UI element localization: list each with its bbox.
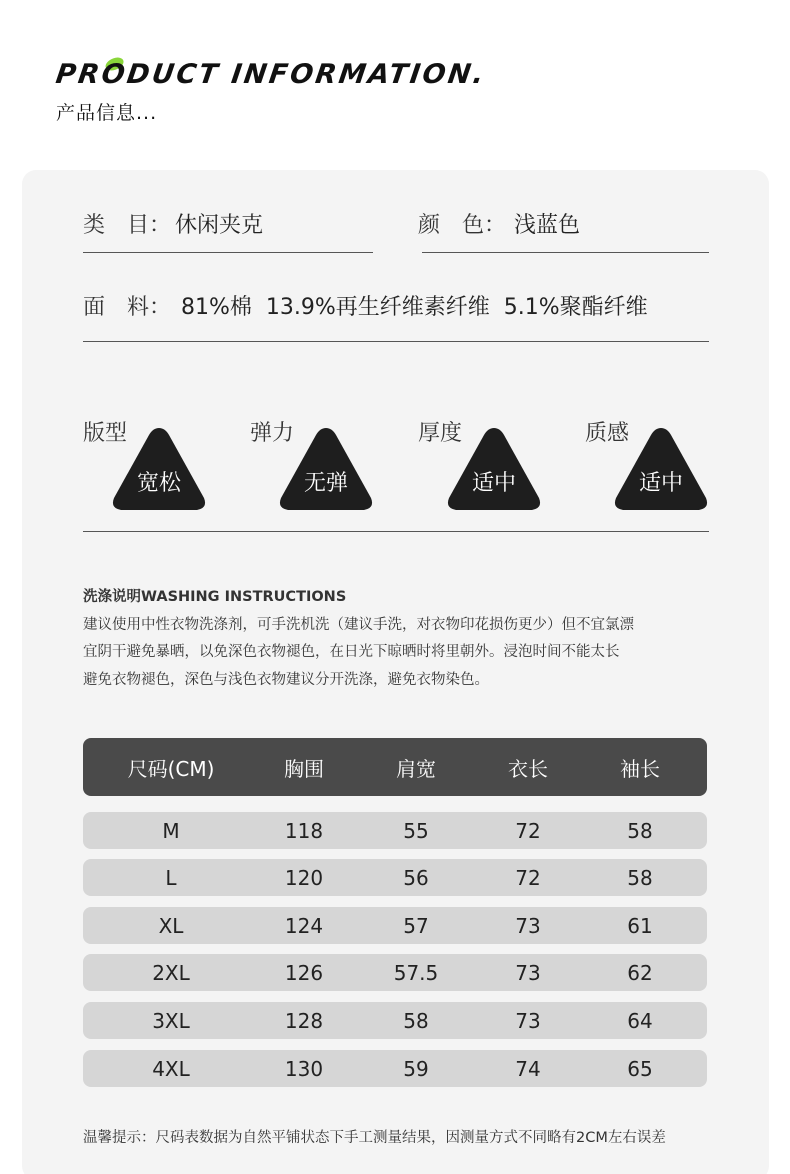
table-cell: 73	[515, 960, 541, 985]
table-row	[83, 859, 707, 896]
table-cell: 56	[403, 865, 429, 890]
header-cell: 尺码(CM)	[127, 756, 215, 781]
fit-item-type	[83, 416, 223, 516]
page-header	[53, 58, 489, 125]
table-cell: 72	[515, 865, 541, 890]
washing-title: 洗涤说明WASHING INSTRUCTIONS	[83, 589, 347, 605]
header-cell: 肩宽	[396, 756, 436, 781]
table-cell: 65	[627, 1056, 653, 1081]
table-row	[83, 1002, 707, 1039]
fabric-field	[83, 290, 648, 321]
table-cell: 73	[515, 1008, 541, 1033]
fit-item-elasticity	[250, 416, 390, 516]
table-cell: 73	[515, 913, 541, 938]
table-row	[83, 907, 707, 944]
color-label: 颜 色：	[418, 213, 507, 238]
table-cell: 72	[515, 818, 541, 843]
table-cell: 3XL	[152, 1008, 190, 1033]
washing-line: 宜阴干避免暴晒，以免深色衣物褪色，在日光下晾晒时将里朝外。浸泡时间不能太长	[83, 644, 620, 660]
fit-value: 适中	[471, 471, 516, 496]
table-cell: 58	[627, 818, 653, 843]
color-field	[418, 208, 580, 239]
table-cell: 58	[627, 865, 653, 890]
table-cell: 59	[403, 1056, 429, 1081]
fit-item-thickness	[418, 416, 558, 516]
table-cell: 57.5	[393, 960, 439, 985]
washing-instructions	[83, 584, 634, 694]
divider	[422, 252, 709, 253]
fabric-label: 面 料：	[83, 295, 172, 320]
fit-label: 弹力	[250, 421, 295, 446]
table-cell: 120	[284, 865, 324, 890]
table-cell: 74	[515, 1056, 541, 1081]
table-cell: 62	[627, 960, 653, 985]
table-row	[83, 812, 707, 849]
table-cell: 58	[403, 1008, 429, 1033]
fit-value: 适中	[638, 471, 683, 496]
divider	[83, 531, 709, 532]
header-cell: 衣长	[508, 756, 548, 781]
table-cell: 118	[284, 818, 324, 843]
table-cell: 128	[284, 1008, 324, 1033]
color-value: 浅蓝色	[514, 213, 581, 238]
fit-label: 版型	[83, 421, 128, 446]
size-table-header	[83, 738, 707, 796]
washing-line: 建议使用中性衣物洗涤剂，可手洗机洗（建议手洗，对衣物印花损伤更少）但不宜氯漂	[83, 616, 634, 633]
table-cell: 126	[284, 960, 324, 985]
table-cell: 57	[403, 913, 429, 938]
measurement-note: 温馨提示：尺码表数据为自然平铺状态下手工测量结果，因测量方式不同略有2CM左右误差	[83, 1130, 666, 1146]
table-cell: XL	[158, 913, 184, 938]
table-cell: 130	[284, 1056, 324, 1081]
category-label: 类 目：	[83, 213, 172, 238]
table-cell: 2XL	[152, 960, 190, 985]
page-subtitle: 产品信息...	[56, 102, 158, 124]
fit-label: 厚度	[418, 421, 463, 446]
divider	[83, 252, 373, 253]
divider	[83, 341, 709, 342]
table-cell: 124	[284, 913, 324, 938]
fabric-value: 81%棉 13.9%再生纤维素纤维 5.1%聚酯纤维	[181, 295, 648, 320]
fit-label: 质感	[585, 421, 630, 446]
washing-line: 避免衣物褪色，深色与浅色衣物建议分开洗涤，避免衣物染色。	[83, 671, 489, 688]
table-cell: 55	[403, 818, 429, 843]
table-cell: 64	[627, 1008, 653, 1033]
header-cell: 胸围	[284, 756, 324, 781]
category-value: 休闲夹克	[175, 213, 264, 238]
fit-value: 无弹	[303, 471, 348, 496]
header-cell: 袖长	[620, 756, 660, 781]
fit-item-texture	[585, 416, 725, 516]
table-row	[83, 1050, 707, 1087]
table-cell: 4XL	[152, 1056, 190, 1081]
table-cell: L	[165, 865, 177, 890]
table-row	[83, 954, 707, 991]
page-title: PR ODUCT INFORMATION.	[54, 58, 489, 92]
fit-value: 宽松	[136, 471, 181, 496]
table-cell: M	[162, 818, 180, 843]
table-cell: 61	[627, 913, 653, 938]
category-field	[83, 208, 263, 239]
